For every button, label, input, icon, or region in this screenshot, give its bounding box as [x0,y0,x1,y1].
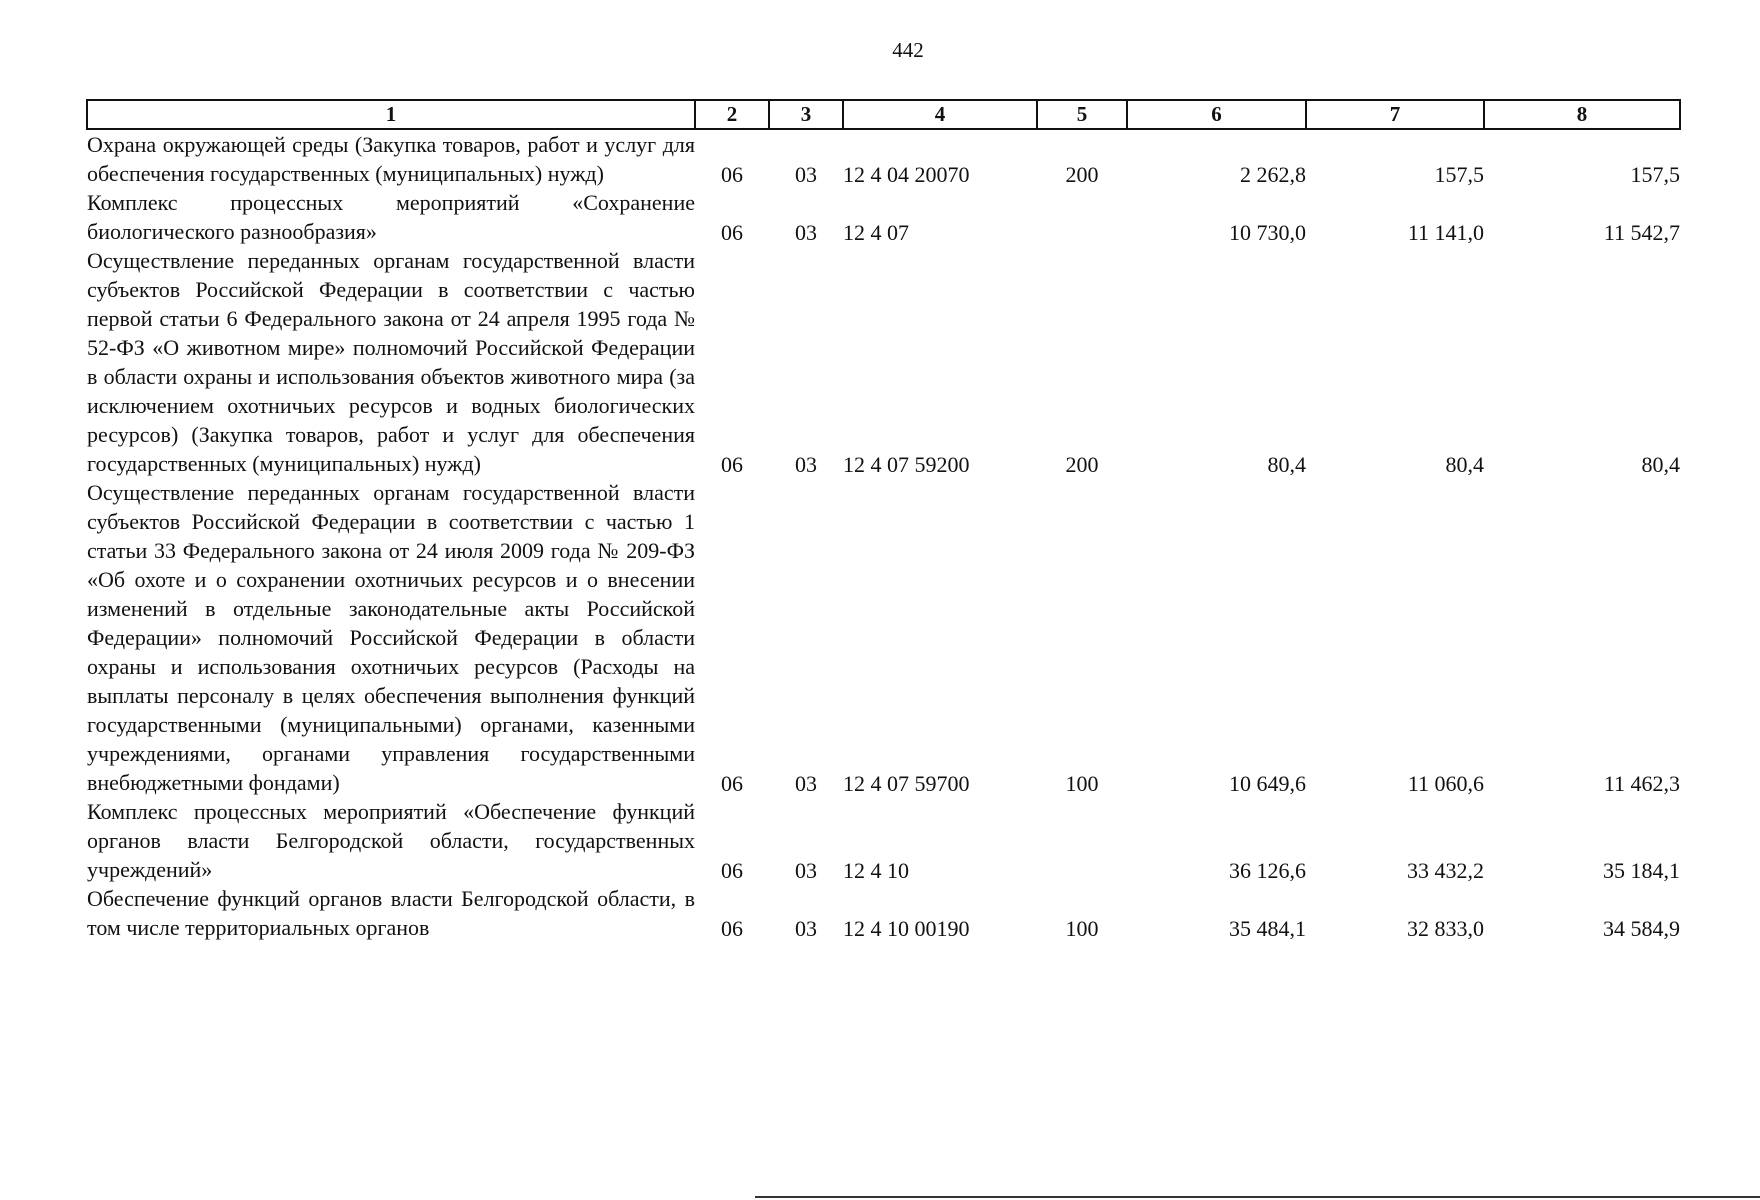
row-name: Осуществление переданных органам государственной власти субъектов Российской Федерации в соответствии с частью первой статьи 6 Федерального закона от 24 апреля 1995 года № 52-ФЗ «О животном мире» полномочий Российской Федерации в области охраны и использования объектов животного мира (за исключением охотничьих ресурсов и водных биологических ресурсов) (Закупка товаров, работ и услуг для обеспечения государственных (муниципальных) нужд) [87,248,695,476]
amount-year-2: 33 432,2 [1407,858,1484,883]
subsection-code: 03 [795,916,817,941]
amount-year-1: 80,4 [1267,452,1306,477]
expense-type-code: 100 [1065,916,1099,941]
amount-year-3: 11 542,7 [1603,220,1680,245]
page-number: 442 [892,38,924,62]
target-article-code: 12 4 07 [843,220,909,245]
expense-type-code: 100 [1065,771,1099,796]
subsection-code: 03 [795,858,817,883]
amount-year-3: 35 184,1 [1603,858,1680,883]
amount-year-1: 2 262,8 [1240,162,1306,187]
amount-year-2: 32 833,0 [1407,916,1484,941]
column-header: 1 [87,100,695,129]
column-header: 4 [843,100,1037,129]
subsection-code: 03 [795,452,817,477]
section-code: 06 [721,771,743,796]
table-row [87,478,1680,797]
target-article-code: 12 4 07 59700 [843,771,970,796]
expense-type-code [1037,188,1127,246]
expense-type-code: 200 [1065,162,1099,187]
amount-year-2: 80,4 [1445,452,1484,477]
expense-type-code: 200 [1065,452,1099,477]
column-header: 8 [1484,100,1680,129]
section-code: 06 [721,452,743,477]
table-row [87,188,1680,246]
budget-table [86,99,1681,942]
amount-year-3: 80,4 [1641,452,1680,477]
column-header: 2 [695,100,769,129]
table-header [87,100,1680,129]
amount-year-1: 36 126,6 [1229,858,1306,883]
amount-year-1: 10 730,0 [1229,220,1306,245]
row-name: Комплекс процессных мероприятий «Обеспечение функций органов власти Белгородской области, государственных учреждений» [87,799,695,882]
subsection-code: 03 [795,162,817,187]
subsection-code: 03 [795,220,817,245]
amount-year-1: 35 484,1 [1229,916,1306,941]
table-row [87,797,1680,884]
column-header: 6 [1127,100,1306,129]
column-header: 7 [1306,100,1484,129]
section-code: 06 [721,858,743,883]
column-header: 5 [1037,100,1127,129]
row-name: Охрана окружающей среды (Закупка товаров, работ и услуг для обеспечения государственных (муниципальных) нужд) [87,132,695,186]
section-code: 06 [721,916,743,941]
amount-year-2: 11 060,6 [1407,771,1484,796]
subsection-code: 03 [795,771,817,796]
amount-year-2: 157,5 [1434,162,1484,187]
target-article-code: 12 4 10 [843,858,909,883]
amount-year-2: 11 141,0 [1407,220,1484,245]
table-row [87,246,1680,478]
amount-year-3: 34 584,9 [1603,916,1680,941]
row-name: Обеспечение функций органов власти Белгородской области, в том числе территориальных органов [87,886,695,940]
target-article-code: 12 4 07 59200 [843,452,970,477]
section-code: 06 [721,162,743,187]
row-name: Комплекс процессных мероприятий «Сохранение биологического разнообразия» [87,190,695,244]
target-article-code: 12 4 10 00190 [843,916,970,941]
amount-year-3: 157,5 [1630,162,1680,187]
table-row [87,884,1680,942]
section-code: 06 [721,220,743,245]
table-row [87,129,1680,188]
amount-year-3: 11 462,3 [1603,771,1680,796]
amount-year-1: 10 649,6 [1229,771,1306,796]
bottom-rule [755,1196,1760,1198]
target-article-code: 12 4 04 20070 [843,162,970,187]
expense-type-code [1037,797,1127,884]
row-name: Осуществление переданных органам государственной власти субъектов Российской Федерации в соответствии с частью 1 статьи 33 Федерального закона от 24 июля 2009 года № 209-ФЗ «Об охоте и о сохранении охотничьих ресурсов и о внесении изменений в отдельные законодательные акты Российской Федерации» полномочий Российской Федерации в области охраны и использования охотничьих ресурсов (Расходы на выплаты персоналу в целях обеспечения выполнения функций государственными (муниципальными) органами, казенными учреждениями, органами управления государственными внебюджетными фондами) [87,480,695,795]
column-header: 3 [769,100,843,129]
